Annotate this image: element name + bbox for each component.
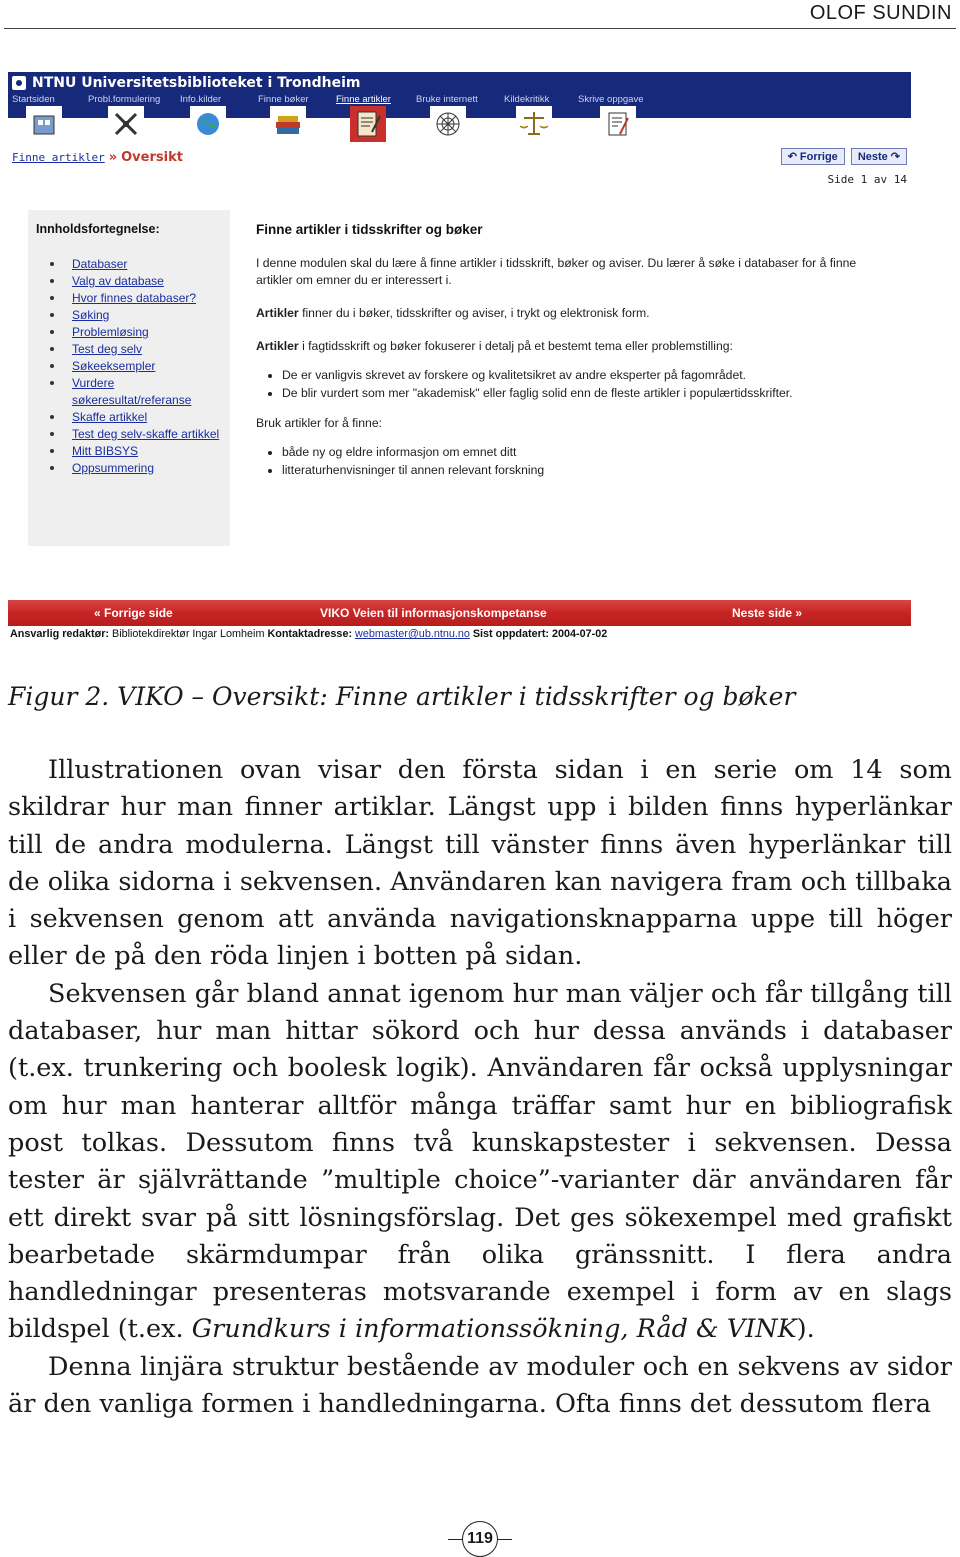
breadcrumb (12, 150, 183, 165)
module-link-4[interactable]: Finne artikler (336, 94, 391, 105)
page-counter: Side 1 av 14 (827, 173, 907, 186)
page-number-value: 119 (462, 1521, 498, 1557)
module-link-6[interactable]: Kildekritikk (504, 94, 550, 105)
contact-email-link[interactable]: webmaster@ub.ntnu.no (355, 628, 470, 640)
toc-item[interactable]: Oppsummering (50, 460, 232, 477)
content-para-4: Bruk artikler for å finne: (256, 416, 382, 430)
articles-icon[interactable] (350, 106, 386, 142)
module-link-5[interactable]: Bruke internett (416, 94, 478, 105)
module-link-0[interactable]: Startsiden (12, 94, 55, 105)
toc-item[interactable]: Problemløsing (50, 324, 232, 341)
footer-center-title: VIKO Veien til informasjonskompetanse (320, 606, 547, 620)
web-icon[interactable] (430, 106, 466, 142)
content-bullets-1 (256, 367, 896, 401)
figure-caption: Figur 2. VIKO – Oversikt: Finne artikler i tidsskrifter og bøker (8, 682, 796, 711)
toc-item[interactable]: Vurdere søkeresultat/referanse (50, 375, 232, 409)
content-bullet: • litteraturhenvisninger til annen relevant forskning (282, 462, 896, 478)
main-content (256, 222, 896, 492)
prev-button[interactable] (781, 148, 845, 165)
body-paragraph-1: Illustrationen ovan visar den första sidan i en serie om 14 som skildrar hur man finner artiklar. Längst upp i bilden finns hyperlänkar till de andra modulerna. Längst till vänster finns även hyperlänkar till de olika sidorna i sekvensen. Användaren kan navigera fram och tillbaka i sekvensen genom att använda navigationsknapparna uppe till höger eller de på den röda linjen i botten på sidan. (8, 755, 952, 972)
globe-icon[interactable] (190, 106, 226, 142)
content-intro: I denne modulen skal du lære å finne artikler i tidsskrift, bøker og aviser. Du lærer å søke i databaser for å finne artikler om emner du er interessert i. (256, 256, 857, 287)
prev-button-label: Forrige (799, 150, 838, 163)
toc-panel (28, 210, 230, 546)
body-text (8, 752, 952, 1423)
toc-item[interactable]: Test deg selv (50, 341, 232, 358)
arrow-right-icon: ↷ (890, 151, 900, 163)
toc-item[interactable]: Søking (50, 307, 232, 324)
next-button-label: Neste (857, 150, 888, 163)
page-number (0, 1521, 960, 1557)
footer-nav-bar (8, 600, 911, 626)
module-link-7[interactable]: Skrive oppgave (578, 94, 644, 105)
content-bullet: • De er vanligvis skrevet av forskere og kvalitetsikret av andre eksperter på fagområdet. (282, 367, 896, 383)
running-header: OLOF SUNDIN (809, 2, 952, 24)
app-title-text: NTNU Universitetsbiblioteket i Trondheim (32, 75, 361, 91)
scales-icon[interactable] (516, 106, 552, 142)
content-bullet: • både ny og eldre informasjon om emnet ditt (282, 444, 896, 460)
toc-item[interactable]: Test deg selv-skaffe artikkel (50, 426, 232, 443)
module-link-2[interactable]: Info.kilder (180, 94, 222, 105)
breadcrumb-current: Oversikt (121, 150, 183, 165)
screenshot-figure (8, 72, 911, 647)
footer-prev-link[interactable]: « Forrige side (94, 606, 173, 620)
tools-icon[interactable] (108, 106, 144, 142)
nav-buttons (781, 148, 907, 165)
toc-title: Innholdsfortegnelse: (36, 222, 160, 236)
footer-info: Ansvarlig redaktør: Bibliotekdirektør Ingar Lomheim Kontaktadresse: webmaster@ub.ntnu.no Sist oppdatert: 2004-07-02 (10, 628, 608, 640)
home-icon[interactable] (26, 106, 62, 142)
content-para-2: Artikler finner du i bøker, tidsskrifter og aviser, i trykt og elektronisk form. (256, 306, 650, 320)
footer-next-link[interactable]: Neste side » (732, 606, 803, 620)
ntnu-logo-icon (12, 76, 26, 90)
toc-item[interactable]: Mitt BIBSYS (50, 443, 232, 460)
content-bullets-2 (256, 444, 896, 478)
module-link-3[interactable]: Finne bøker (258, 94, 309, 105)
header-rule (4, 28, 956, 29)
content-bullet: • De blir vurdert som mer "akademisk" eller faglig solid enn de fleste artikler i populærtidsskrifter. (282, 385, 896, 401)
next-button[interactable] (851, 148, 907, 165)
breadcrumb-separator: » (108, 150, 118, 165)
books-icon[interactable] (270, 106, 306, 142)
content-para-3: Artikler i fagtidsskrift og bøker fokuserer i detalj på et bestemt tema eller problemstilling: (256, 339, 733, 353)
arrow-left-icon: ↶ (787, 151, 797, 163)
toc-item[interactable]: Søkeeksempler (50, 358, 232, 375)
writing-icon[interactable] (600, 106, 636, 142)
app-title (12, 75, 361, 91)
toc-item[interactable]: Valg av database (50, 273, 232, 290)
module-link-1[interactable]: Probl.formulering (88, 94, 161, 105)
breadcrumb-link[interactable]: Finne artikler (12, 151, 105, 164)
module-icon-row (8, 106, 911, 146)
toc-item[interactable]: Databaser (50, 256, 232, 273)
body-paragraph-3: Denna linjära struktur bestående av moduler och en sekvens av sidor är den vanliga formen i handledningarna. Ofta finns det dessutom flera (8, 1351, 952, 1420)
content-title: Finne artikler i tidsskrifter og bøker (256, 222, 483, 237)
toc-item[interactable]: Hvor finnes databaser? (50, 290, 232, 307)
toc-item[interactable]: Skaffe artikkel (50, 409, 232, 426)
body-paragraph-2: Sekvensen går bland annat igenom hur man väljer och får tillgång till databaser, hur man hittar sökord och hur dessa används i databaser (t.ex. trunkering och boolesk logik). Användaren får också upplysningar om hur man hanterar alltför många träffar samt hur en bibliografisk post tolkas. Dessutom finns två kunskapstester i sekvensen. Dessa tester är självrättande ”multiple choice”-varianter där användaren får ett direkt svar på sitt lösningsförslag. Det ges sökexempel med grafiskt bearbetade skärmdumpar från olika gränssnitt. I flera andra handledningar presenteras motsvarande exempel i form av en slags bildspel (t.ex. Grundkurs i informationssökning, Råd & VINK). (8, 978, 952, 1345)
toc-list (50, 256, 232, 477)
